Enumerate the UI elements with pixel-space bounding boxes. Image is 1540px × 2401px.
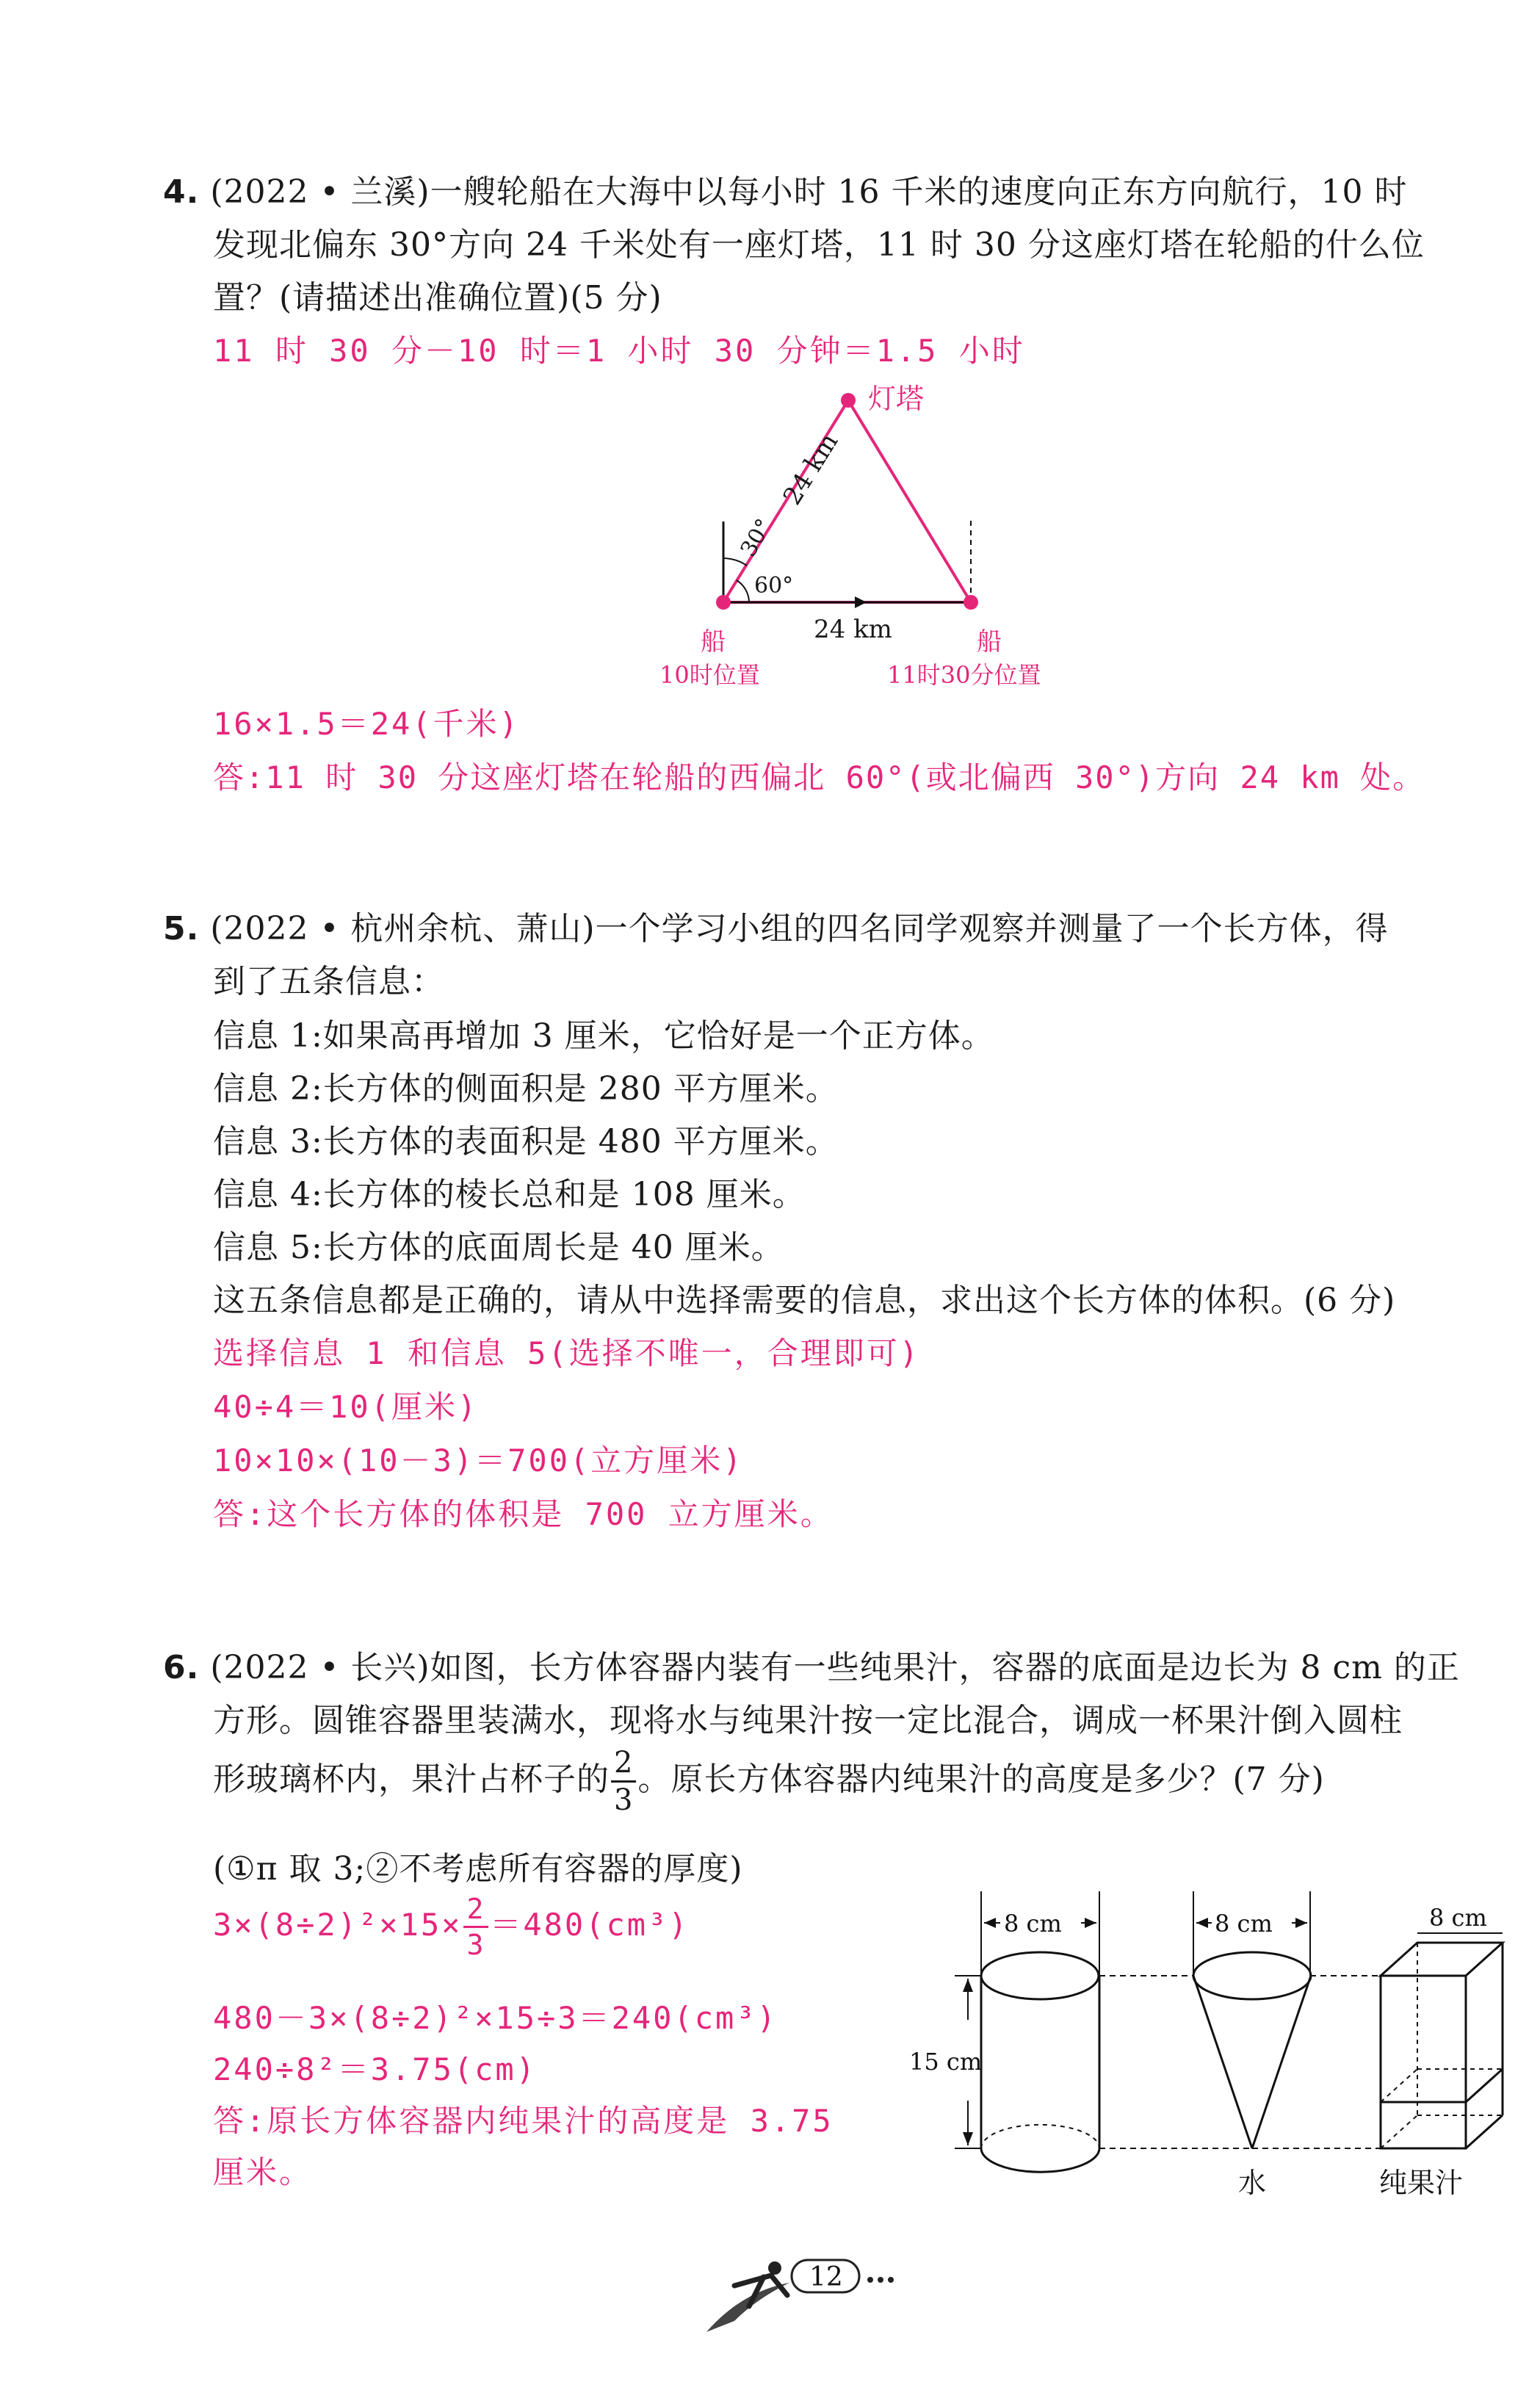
q6-answer-2: 480－3×(8÷2)²×15÷3＝240(cm³) — [213, 2000, 778, 2036]
q5-question: 这五条信息都是正确的，请从中选择需要的信息，求出这个长方体的体积。(6 分) — [213, 1282, 1396, 1319]
q6-text-3b: 。原长方体容器内纯果汁的高度是多少？(7 分) — [637, 1761, 1325, 1798]
q4-line-3: 置？(请描述出准确位置)(5 分) — [213, 279, 662, 317]
height-label: 15 cm — [909, 2048, 983, 2076]
q4-line-2: 发现北偏东 30°方向 24 千米处有一座灯塔，11 时 30 分这座灯塔在轮船的什么位 — [213, 226, 1425, 264]
q5-answer-3: 10×10×(10－3)＝700(立方厘米) — [213, 1443, 744, 1478]
box-juice-label: 纯果汁 — [1379, 2167, 1464, 2199]
q5-number: 5. — [163, 910, 200, 947]
ship-right-time: 11时30分位置 — [887, 661, 1041, 689]
base-length-label: 24 km — [814, 615, 892, 644]
q5-text-1: (2022 • 杭州余杭、萧山)一个学习小组的四名同学观察并测量了一个长方体，得 — [210, 910, 1389, 947]
q6-answer-frac-den: 3 — [466, 1929, 486, 1961]
q6-frac-den: 3 — [614, 1783, 634, 1817]
q5-info-4: 信息 4:长方体的棱长总和是 108 厘米。 — [213, 1176, 806, 1213]
q5-info-2: 信息 2:长方体的侧面积是 280 平方厘米。 — [213, 1070, 839, 1108]
runner-head-icon — [768, 2261, 781, 2275]
q6-answer-1a: 3×(8÷2)²×15× — [213, 1907, 463, 1943]
q5-info-3: 信息 3:长方体的表面积是 480 平方厘米。 — [213, 1123, 839, 1160]
q5-info-1: 信息 1:如果高再增加 3 厘米，它恰好是一个正方体。 — [213, 1017, 994, 1055]
q5-answer-2: 40÷4＝10(厘米) — [213, 1389, 479, 1425]
box-width-label: 8 cm — [1429, 1904, 1487, 1932]
q5-answer-1: 选择信息 1 和信息 5(选择不唯一，合理即可) — [213, 1335, 921, 1371]
q6-text-1: (2022 • 长兴)如图，长方体容器内装有一些纯果汁，容器的底面是边长为 8 cm 的正 — [210, 1649, 1460, 1686]
q6-answer-4: 答:原长方体容器内纯果汁的高度是 3.75 — [213, 2103, 834, 2139]
dot-icon — [888, 2277, 894, 2283]
ship-left-time: 10时位置 — [659, 661, 760, 689]
q6-text-3a: 形玻璃杯内，果汁占杯子的 — [213, 1761, 610, 1798]
q4-number: 4. — [163, 173, 200, 211]
q5-answer-4: 答:这个长方体的体积是 700 立方厘米。 — [213, 1496, 834, 1532]
q6-answer-3: 240÷8²＝3.75(cm) — [213, 2051, 538, 2087]
cone-width-label: 8 cm — [1215, 1910, 1273, 1938]
q6-answer-frac-num: 2 — [463, 1895, 488, 1928]
ship-left-label: 船 — [701, 627, 726, 657]
q6-answer-5: 厘米。 — [213, 2154, 313, 2190]
q6-answer-1b: ＝480(cm³) — [490, 1907, 690, 1943]
side-length-label: 24 km — [777, 427, 845, 510]
q6-line-4: (①π 取 3;②不考虑所有容器的厚度) — [213, 1850, 743, 1888]
angle-60-label: 60° — [754, 573, 794, 599]
cone-water-label: 水 — [1238, 2167, 1267, 2199]
q5-line-2: 到了五条信息： — [213, 963, 444, 1000]
q6-frac-num: 2 — [611, 1748, 636, 1783]
lighthouse-label: 灯塔 — [868, 383, 925, 415]
q4-text-1: (2022 • 兰溪)一艘轮船在大海中以每小时 16 千米的速度向正东方向航行，10 时 — [210, 173, 1408, 211]
q6-line-2: 方形。圆锥容器里装满水，现将水与纯果汁按一定比混合，调成一杯果汁倒入圆柱 — [213, 1702, 1403, 1739]
dot-icon — [867, 2277, 873, 2283]
angle-30-label: 30° — [735, 514, 778, 561]
q4-answer-top: 11 时 30 分－10 时＝1 小时 30 分钟＝1.5 小时 — [213, 333, 1025, 369]
q6-number: 6. — [163, 1649, 200, 1686]
dot-icon — [878, 2277, 883, 2283]
q4-answer-1: 16×1.5＝24(千米) — [213, 706, 520, 742]
page-number: 12 — [809, 2262, 843, 2292]
q4-answer-2: 答:11 时 30 分这座灯塔在轮船的西偏北 60°(或北偏西 30°)方向 24 km 处。 — [213, 759, 1425, 795]
ship-right-label: 船 — [977, 627, 1002, 657]
cylinder-width-label: 8 cm — [1004, 1910, 1062, 1938]
q5-info-5: 信息 5:长方体的底面周长是 40 厘米。 — [213, 1229, 784, 1266]
